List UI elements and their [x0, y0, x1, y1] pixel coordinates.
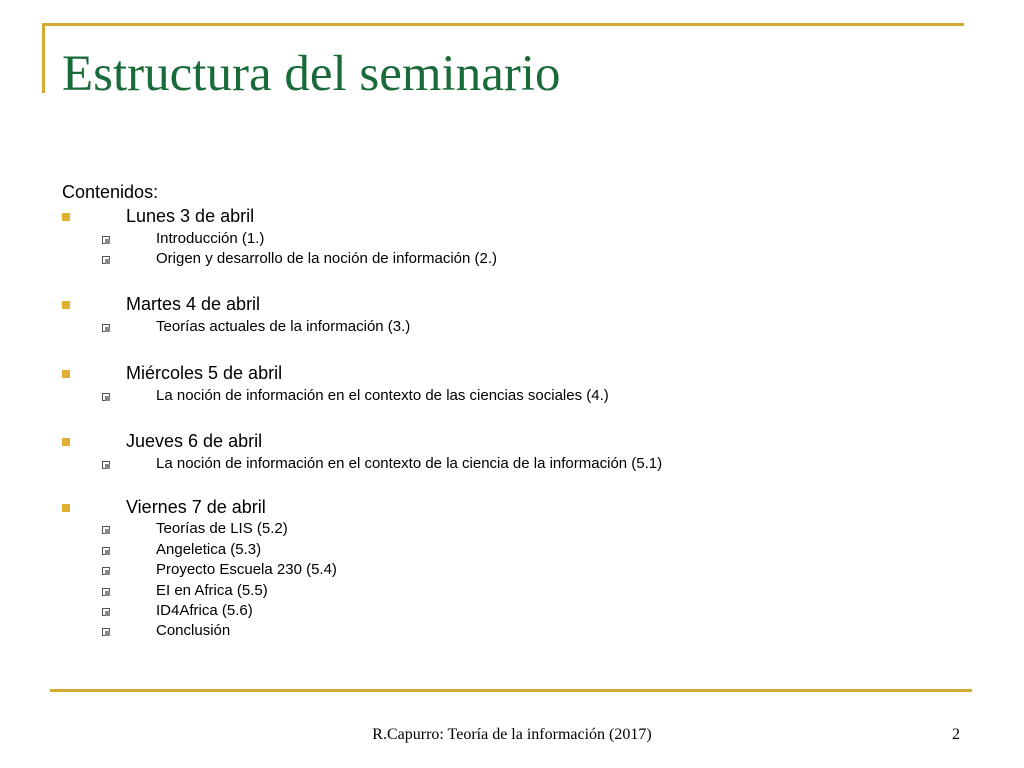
section-heading: Martes 4 de abril: [126, 294, 261, 314]
list-item-text: Conclusión: [156, 622, 231, 639]
square-bullet-icon: [62, 301, 70, 309]
section-heading: Miércoles 5 de abril: [126, 363, 283, 383]
box-bullet-icon: [102, 324, 110, 332]
box-bullet-icon: [102, 236, 110, 244]
page-number: 2: [952, 726, 960, 743]
list-item-text: EI en Africa (5.5): [156, 582, 268, 599]
frame-left-rule: [42, 23, 45, 93]
list-item-text: Angeletica (5.3): [156, 541, 262, 558]
box-bullet-icon: [102, 608, 110, 616]
footer-rule: [50, 689, 972, 692]
box-bullet-icon: [102, 393, 110, 401]
section-heading: Jueves 6 de abril: [126, 431, 263, 451]
box-bullet-icon: [102, 526, 110, 534]
box-bullet-icon: [102, 588, 110, 596]
section-heading: Viernes 7 de abril: [126, 497, 266, 517]
list-item-text: Origen y desarrollo de la noción de información (2.): [156, 250, 498, 267]
box-bullet-icon: [102, 628, 110, 636]
intro-label: Contenidos:: [62, 182, 159, 202]
square-bullet-icon: [62, 504, 70, 512]
frame-top-rule: [42, 23, 964, 26]
list-item-text: Teorías de LIS (5.2): [156, 520, 288, 537]
box-bullet-icon: [102, 547, 110, 555]
list-item-text: La noción de información en el contexto de las ciencias sociales (4.): [156, 387, 609, 404]
square-bullet-icon: [62, 438, 70, 446]
box-bullet-icon: [102, 256, 110, 264]
slide-title: Estructura del seminario: [62, 46, 561, 102]
square-bullet-icon: [62, 213, 70, 221]
list-item-text: La noción de información en el contexto de la ciencia de la información (5.1): [156, 455, 663, 472]
box-bullet-icon: [102, 567, 110, 575]
list-item-text: Teorías actuales de la información (3.): [156, 318, 411, 335]
square-bullet-icon: [62, 370, 70, 378]
footer-caption: R.Capurro: Teoría de la información (2017): [372, 726, 652, 743]
list-item-text: Introducción (1.): [156, 230, 265, 247]
section-heading: Lunes 3 de abril: [126, 206, 255, 226]
box-bullet-icon: [102, 461, 110, 469]
list-item-text: Proyecto Escuela 230 (5.4): [156, 561, 337, 578]
list-item-text: ID4Africa (5.6): [156, 602, 253, 619]
